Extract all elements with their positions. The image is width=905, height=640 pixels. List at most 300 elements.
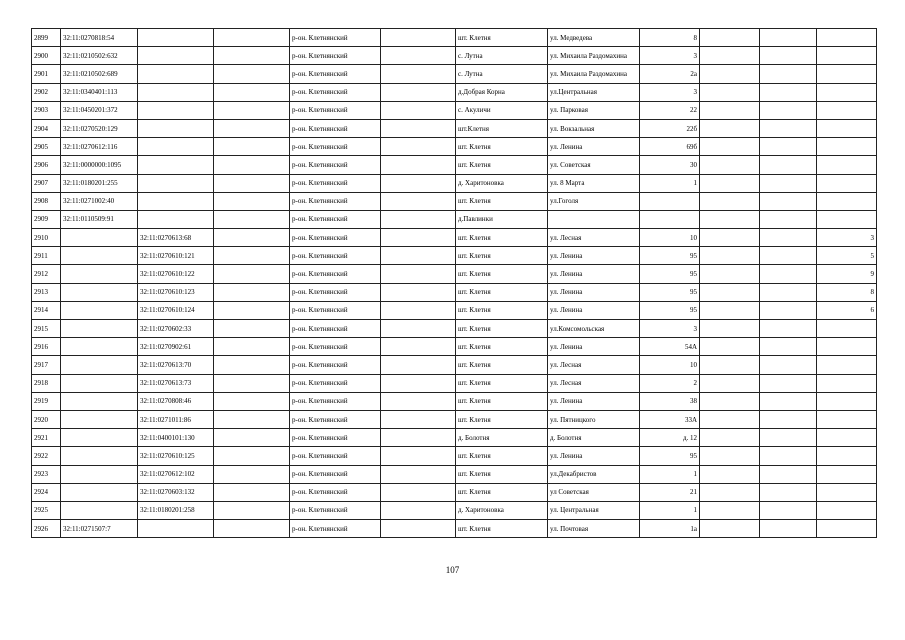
district-cell: р-он. Клетнянский: [290, 374, 381, 392]
table-row: [32, 465, 877, 483]
house-number-cell: 54А: [640, 338, 700, 356]
street-cell: ул. Центральная: [548, 501, 640, 519]
extra-column-2-cell: [760, 410, 817, 428]
extra-column-1-cell: [700, 465, 760, 483]
cadastral-number-b-cell: [138, 119, 214, 137]
cadastral-number-b-cell: 32:11:0270902:61: [138, 338, 214, 356]
blank-column-cell: [381, 465, 456, 483]
settlement-cell: д.Павлинки: [456, 210, 548, 228]
house-number-cell: 3: [640, 83, 700, 101]
house-number-cell: 95: [640, 265, 700, 283]
house-number-cell: 10: [640, 229, 700, 247]
settlement-cell: д. Харитоновка: [456, 501, 548, 519]
settlement-cell: шт. Клетня: [456, 192, 548, 210]
cadastral-number-c-cell: [214, 156, 290, 174]
apartment-number-cell: 3: [817, 229, 877, 247]
table-row: [32, 29, 877, 47]
extra-column-2-cell: [760, 174, 817, 192]
house-number-cell: 1: [640, 465, 700, 483]
extra-column-1-cell: [700, 47, 760, 65]
blank-column-cell: [381, 301, 456, 319]
table-row: [32, 174, 877, 192]
cadastral-number-b-cell: [138, 174, 214, 192]
blank-column-cell: [381, 156, 456, 174]
cadastral-number-b-cell: [138, 156, 214, 174]
extra-column-1-cell: [700, 138, 760, 156]
cadastral-number-a-cell: 32:11:0270818:54: [61, 29, 138, 47]
table-row: [32, 501, 877, 519]
row-number-cell: 2919: [32, 392, 61, 410]
row-number-cell: 2916: [32, 338, 61, 356]
extra-column-2-cell: [760, 429, 817, 447]
cadastral-number-b-cell: 32:11:0270602:33: [138, 320, 214, 338]
house-number-cell: 2а: [640, 65, 700, 83]
row-number-cell: 2907: [32, 174, 61, 192]
row-number-cell: 2920: [32, 410, 61, 428]
cadastral-number-c-cell: [214, 138, 290, 156]
district-cell: р-он. Клетнянский: [290, 65, 381, 83]
extra-column-2-cell: [760, 374, 817, 392]
blank-column-cell: [381, 119, 456, 137]
cadastral-number-b-cell: 32:11:0270808:46: [138, 392, 214, 410]
blank-column-cell: [381, 65, 456, 83]
cadastral-number-c-cell: [214, 356, 290, 374]
street-cell: ул. Ленина: [548, 265, 640, 283]
settlement-cell: шт.Клетня: [456, 119, 548, 137]
apartment-number-cell: [817, 392, 877, 410]
extra-column-2-cell: [760, 447, 817, 465]
table-row: [32, 265, 877, 283]
extra-column-2-cell: [760, 283, 817, 301]
extra-column-1-cell: [700, 65, 760, 83]
district-cell: р-он. Клетнянский: [290, 192, 381, 210]
blank-column-cell: [381, 374, 456, 392]
cadastral-number-c-cell: [214, 410, 290, 428]
table-body: [32, 29, 877, 538]
cadastral-number-b-cell: [138, 29, 214, 47]
extra-column-1-cell: [700, 501, 760, 519]
row-number-cell: 2909: [32, 210, 61, 228]
street-cell: ул. Советская: [548, 156, 640, 174]
street-cell: ул. Вокзальная: [548, 119, 640, 137]
street-cell: ул. Лесная: [548, 229, 640, 247]
extra-column-1-cell: [700, 174, 760, 192]
settlement-cell: д.Добрая Корна: [456, 83, 548, 101]
cadastral-number-b-cell: 32:11:0270603:132: [138, 483, 214, 501]
street-cell: д. Болотня: [548, 429, 640, 447]
extra-column-1-cell: [700, 29, 760, 47]
row-number-cell: 2915: [32, 320, 61, 338]
blank-column-cell: [381, 29, 456, 47]
cadastral-number-c-cell: [214, 29, 290, 47]
extra-column-2-cell: [760, 392, 817, 410]
row-number-cell: 2917: [32, 356, 61, 374]
settlement-cell: д. Харитоновка: [456, 174, 548, 192]
apartment-number-cell: [817, 101, 877, 119]
district-cell: р-он. Клетнянский: [290, 283, 381, 301]
cadastral-number-a-cell: 32:11:0271507:7: [61, 520, 138, 538]
extra-column-2-cell: [760, 192, 817, 210]
cadastral-number-b-cell: [138, 520, 214, 538]
settlement-cell: шт. Клетня: [456, 247, 548, 265]
row-number-cell: 2902: [32, 83, 61, 101]
cadastral-number-b-cell: 32:11:0270610:122: [138, 265, 214, 283]
apartment-number-cell: [817, 447, 877, 465]
table-row: [32, 229, 877, 247]
table-row: [32, 429, 877, 447]
house-number-cell: 69б: [640, 138, 700, 156]
row-number-cell: 2925: [32, 501, 61, 519]
blank-column-cell: [381, 47, 456, 65]
cadastral-number-a-cell: [61, 410, 138, 428]
extra-column-1-cell: [700, 447, 760, 465]
cadastral-number-a-cell: [61, 465, 138, 483]
cadastral-number-b-cell: [138, 210, 214, 228]
cadastral-number-c-cell: [214, 174, 290, 192]
property-register-table: [31, 28, 877, 538]
apartment-number-cell: [817, 320, 877, 338]
house-number-cell: 30: [640, 156, 700, 174]
house-number-cell: д. 12: [640, 429, 700, 447]
blank-column-cell: [381, 520, 456, 538]
extra-column-1-cell: [700, 392, 760, 410]
cadastral-number-b-cell: [138, 47, 214, 65]
row-number-cell: 2914: [32, 301, 61, 319]
settlement-cell: д. Болотня: [456, 429, 548, 447]
cadastral-number-a-cell: 32:11:0000000:1095: [61, 156, 138, 174]
extra-column-2-cell: [760, 501, 817, 519]
extra-column-1-cell: [700, 338, 760, 356]
row-number-cell: 2912: [32, 265, 61, 283]
blank-column-cell: [381, 338, 456, 356]
house-number-cell: 95: [640, 247, 700, 265]
settlement-cell: шт. Клетня: [456, 356, 548, 374]
house-number-cell: 33А: [640, 410, 700, 428]
street-cell: ул. Пятницкого: [548, 410, 640, 428]
table-row: [32, 392, 877, 410]
apartment-number-cell: [817, 483, 877, 501]
extra-column-2-cell: [760, 47, 817, 65]
street-cell: ул.Комсомольская: [548, 320, 640, 338]
apartment-number-cell: 9: [817, 265, 877, 283]
apartment-number-cell: [817, 65, 877, 83]
district-cell: р-он. Клетнянский: [290, 156, 381, 174]
settlement-cell: шт. Клетня: [456, 374, 548, 392]
cadastral-number-c-cell: [214, 374, 290, 392]
blank-column-cell: [381, 447, 456, 465]
cadastral-number-c-cell: [214, 119, 290, 137]
cadastral-number-b-cell: [138, 192, 214, 210]
extra-column-1-cell: [700, 101, 760, 119]
table-row: [32, 47, 877, 65]
row-number-cell: 2901: [32, 65, 61, 83]
row-number-cell: 2905: [32, 138, 61, 156]
cadastral-number-c-cell: [214, 301, 290, 319]
street-cell: ул. 8 Марта: [548, 174, 640, 192]
cadastral-number-c-cell: [214, 65, 290, 83]
street-cell: ул.Декабристов: [548, 465, 640, 483]
street-cell: ул. Ленина: [548, 138, 640, 156]
house-number-cell: 1а: [640, 520, 700, 538]
blank-column-cell: [381, 283, 456, 301]
cadastral-number-c-cell: [214, 520, 290, 538]
table-row: [32, 138, 877, 156]
cadastral-number-a-cell: [61, 483, 138, 501]
street-cell: ул. Ленина: [548, 301, 640, 319]
cadastral-number-b-cell: [138, 83, 214, 101]
extra-column-2-cell: [760, 101, 817, 119]
apartment-number-cell: [817, 210, 877, 228]
house-number-cell: 1: [640, 174, 700, 192]
apartment-number-cell: [817, 410, 877, 428]
apartment-number-cell: [817, 356, 877, 374]
cadastral-number-c-cell: [214, 465, 290, 483]
cadastral-number-a-cell: [61, 429, 138, 447]
street-cell: ул. Почтовая: [548, 520, 640, 538]
cadastral-number-b-cell: 32:11:0270610:121: [138, 247, 214, 265]
extra-column-1-cell: [700, 356, 760, 374]
extra-column-1-cell: [700, 374, 760, 392]
apartment-number-cell: [817, 520, 877, 538]
cadastral-number-c-cell: [214, 483, 290, 501]
cadastral-number-a-cell: [61, 447, 138, 465]
district-cell: р-он. Клетнянский: [290, 265, 381, 283]
settlement-cell: шт. Клетня: [456, 320, 548, 338]
cadastral-number-b-cell: 32:11:0270610:123: [138, 283, 214, 301]
blank-column-cell: [381, 210, 456, 228]
row-number-cell: 2900: [32, 47, 61, 65]
apartment-number-cell: [817, 429, 877, 447]
cadastral-number-b-cell: [138, 138, 214, 156]
apartment-number-cell: [817, 83, 877, 101]
table-row: [32, 65, 877, 83]
apartment-number-cell: [817, 29, 877, 47]
table-row: [32, 447, 877, 465]
settlement-cell: шт. Клетня: [456, 410, 548, 428]
house-number-cell: 95: [640, 283, 700, 301]
settlement-cell: шт. Клетня: [456, 156, 548, 174]
street-cell: ул. Лесная: [548, 374, 640, 392]
cadastral-number-c-cell: [214, 192, 290, 210]
cadastral-number-a-cell: [61, 229, 138, 247]
table-row: [32, 247, 877, 265]
cadastral-number-c-cell: [214, 101, 290, 119]
extra-column-1-cell: [700, 265, 760, 283]
blank-column-cell: [381, 392, 456, 410]
apartment-number-cell: [817, 501, 877, 519]
cadastral-number-c-cell: [214, 283, 290, 301]
cadastral-number-a-cell: [61, 374, 138, 392]
district-cell: р-он. Клетнянский: [290, 356, 381, 374]
district-cell: р-он. Клетнянский: [290, 229, 381, 247]
table-row: [32, 374, 877, 392]
extra-column-2-cell: [760, 465, 817, 483]
table-row: [32, 101, 877, 119]
extra-column-1-cell: [700, 119, 760, 137]
extra-column-1-cell: [700, 301, 760, 319]
cadastral-number-b-cell: 32:11:0270612:102: [138, 465, 214, 483]
cadastral-number-b-cell: 32:11:0270613:73: [138, 374, 214, 392]
table-row: [32, 301, 877, 319]
apartment-number-cell: [817, 156, 877, 174]
settlement-cell: шт. Клетня: [456, 283, 548, 301]
district-cell: р-он. Клетнянский: [290, 320, 381, 338]
settlement-cell: с. Лутна: [456, 47, 548, 65]
district-cell: р-он. Клетнянский: [290, 447, 381, 465]
extra-column-2-cell: [760, 65, 817, 83]
apartment-number-cell: [817, 119, 877, 137]
cadastral-number-c-cell: [214, 47, 290, 65]
cadastral-number-b-cell: [138, 101, 214, 119]
district-cell: р-он. Клетнянский: [290, 338, 381, 356]
district-cell: р-он. Клетнянский: [290, 101, 381, 119]
district-cell: р-он. Клетнянский: [290, 392, 381, 410]
table-row: [32, 83, 877, 101]
settlement-cell: шт. Клетня: [456, 265, 548, 283]
district-cell: р-он. Клетнянский: [290, 210, 381, 228]
settlement-cell: шт. Клетня: [456, 229, 548, 247]
table-row: [32, 119, 877, 137]
table-row: [32, 283, 877, 301]
house-number-cell: 22б: [640, 119, 700, 137]
blank-column-cell: [381, 356, 456, 374]
settlement-cell: шт. Клетня: [456, 465, 548, 483]
house-number-cell: 10: [640, 356, 700, 374]
street-cell: ул.Гоголя: [548, 192, 640, 210]
cadastral-number-b-cell: 32:11:0180201:258: [138, 501, 214, 519]
cadastral-number-c-cell: [214, 392, 290, 410]
house-number-cell: 1: [640, 501, 700, 519]
cadastral-number-a-cell: [61, 283, 138, 301]
settlement-cell: шт. Клетня: [456, 392, 548, 410]
row-number-cell: 2910: [32, 229, 61, 247]
settlement-cell: шт. Клетня: [456, 29, 548, 47]
cadastral-number-c-cell: [214, 83, 290, 101]
settlement-cell: шт. Клетня: [456, 520, 548, 538]
extra-column-1-cell: [700, 229, 760, 247]
blank-column-cell: [381, 174, 456, 192]
blank-column-cell: [381, 483, 456, 501]
settlement-cell: с. Акуличи: [456, 101, 548, 119]
district-cell: р-он. Клетнянский: [290, 138, 381, 156]
street-cell: ул.Центральная: [548, 83, 640, 101]
row-number-cell: 2904: [32, 119, 61, 137]
cadastral-number-b-cell: 32:11:0400101:130: [138, 429, 214, 447]
extra-column-2-cell: [760, 483, 817, 501]
cadastral-number-c-cell: [214, 501, 290, 519]
cadastral-number-c-cell: [214, 320, 290, 338]
row-number-cell: 2903: [32, 101, 61, 119]
row-number-cell: 2924: [32, 483, 61, 501]
street-cell: ул. Ленина: [548, 338, 640, 356]
cadastral-number-a-cell: 32:11:0271002:40: [61, 192, 138, 210]
blank-column-cell: [381, 501, 456, 519]
district-cell: р-он. Клетнянский: [290, 29, 381, 47]
blank-column-cell: [381, 138, 456, 156]
extra-column-1-cell: [700, 410, 760, 428]
district-cell: р-он. Клетнянский: [290, 410, 381, 428]
street-cell: ул Советская: [548, 483, 640, 501]
blank-column-cell: [381, 101, 456, 119]
row-number-cell: 2926: [32, 520, 61, 538]
house-number-cell: 38: [640, 392, 700, 410]
cadastral-number-b-cell: 32:11:0270613:68: [138, 229, 214, 247]
apartment-number-cell: [817, 465, 877, 483]
extra-column-1-cell: [700, 247, 760, 265]
row-number-cell: 2922: [32, 447, 61, 465]
house-number-cell: [640, 192, 700, 210]
extra-column-2-cell: [760, 156, 817, 174]
extra-column-1-cell: [700, 192, 760, 210]
apartment-number-cell: [817, 138, 877, 156]
district-cell: р-он. Клетнянский: [290, 483, 381, 501]
cadastral-number-a-cell: [61, 501, 138, 519]
street-cell: ул. Михаила Раздомахина: [548, 47, 640, 65]
cadastral-number-b-cell: 32:11:0270610:124: [138, 301, 214, 319]
district-cell: р-он. Клетнянский: [290, 465, 381, 483]
row-number-cell: 2906: [32, 156, 61, 174]
street-cell: ул. Ленина: [548, 392, 640, 410]
house-number-cell: 8: [640, 29, 700, 47]
cadastral-number-b-cell: 32:11:0270610:125: [138, 447, 214, 465]
apartment-number-cell: 5: [817, 247, 877, 265]
cadastral-number-c-cell: [214, 247, 290, 265]
cadastral-number-c-cell: [214, 447, 290, 465]
cadastral-number-a-cell: 32:11:0270520:129: [61, 119, 138, 137]
page-number: 107: [445, 565, 460, 575]
street-cell: ул. Михаила Раздомахина: [548, 65, 640, 83]
extra-column-2-cell: [760, 119, 817, 137]
apartment-number-cell: 8: [817, 283, 877, 301]
extra-column-2-cell: [760, 338, 817, 356]
extra-column-2-cell: [760, 138, 817, 156]
house-number-cell: 21: [640, 483, 700, 501]
extra-column-1-cell: [700, 483, 760, 501]
table-row: [32, 410, 877, 428]
cadastral-number-a-cell: 32:11:0270612:116: [61, 138, 138, 156]
cadastral-number-a-cell: 32:11:0210502:632: [61, 47, 138, 65]
cadastral-number-a-cell: 32:11:0110509:91: [61, 210, 138, 228]
blank-column-cell: [381, 83, 456, 101]
street-cell: ул. Ленина: [548, 247, 640, 265]
extra-column-2-cell: [760, 265, 817, 283]
street-cell: [548, 210, 640, 228]
row-number-cell: 2921: [32, 429, 61, 447]
cadastral-number-c-cell: [214, 210, 290, 228]
cadastral-number-a-cell: [61, 247, 138, 265]
street-cell: ул. Парковая: [548, 101, 640, 119]
district-cell: р-он. Клетнянский: [290, 83, 381, 101]
extra-column-2-cell: [760, 29, 817, 47]
street-cell: ул. Лесная: [548, 356, 640, 374]
blank-column-cell: [381, 192, 456, 210]
district-cell: р-он. Клетнянский: [290, 301, 381, 319]
blank-column-cell: [381, 429, 456, 447]
cadastral-number-b-cell: 32:11:0271011:86: [138, 410, 214, 428]
blank-column-cell: [381, 410, 456, 428]
settlement-cell: шт. Клетня: [456, 338, 548, 356]
house-number-cell: 3: [640, 47, 700, 65]
table-row: [32, 520, 877, 538]
extra-column-2-cell: [760, 356, 817, 374]
house-number-cell: 95: [640, 301, 700, 319]
street-cell: ул. Ленина: [548, 283, 640, 301]
blank-column-cell: [381, 229, 456, 247]
settlement-cell: с. Лутна: [456, 65, 548, 83]
cadastral-number-c-cell: [214, 429, 290, 447]
extra-column-1-cell: [700, 320, 760, 338]
cadastral-number-a-cell: 32:11:0210502:689: [61, 65, 138, 83]
